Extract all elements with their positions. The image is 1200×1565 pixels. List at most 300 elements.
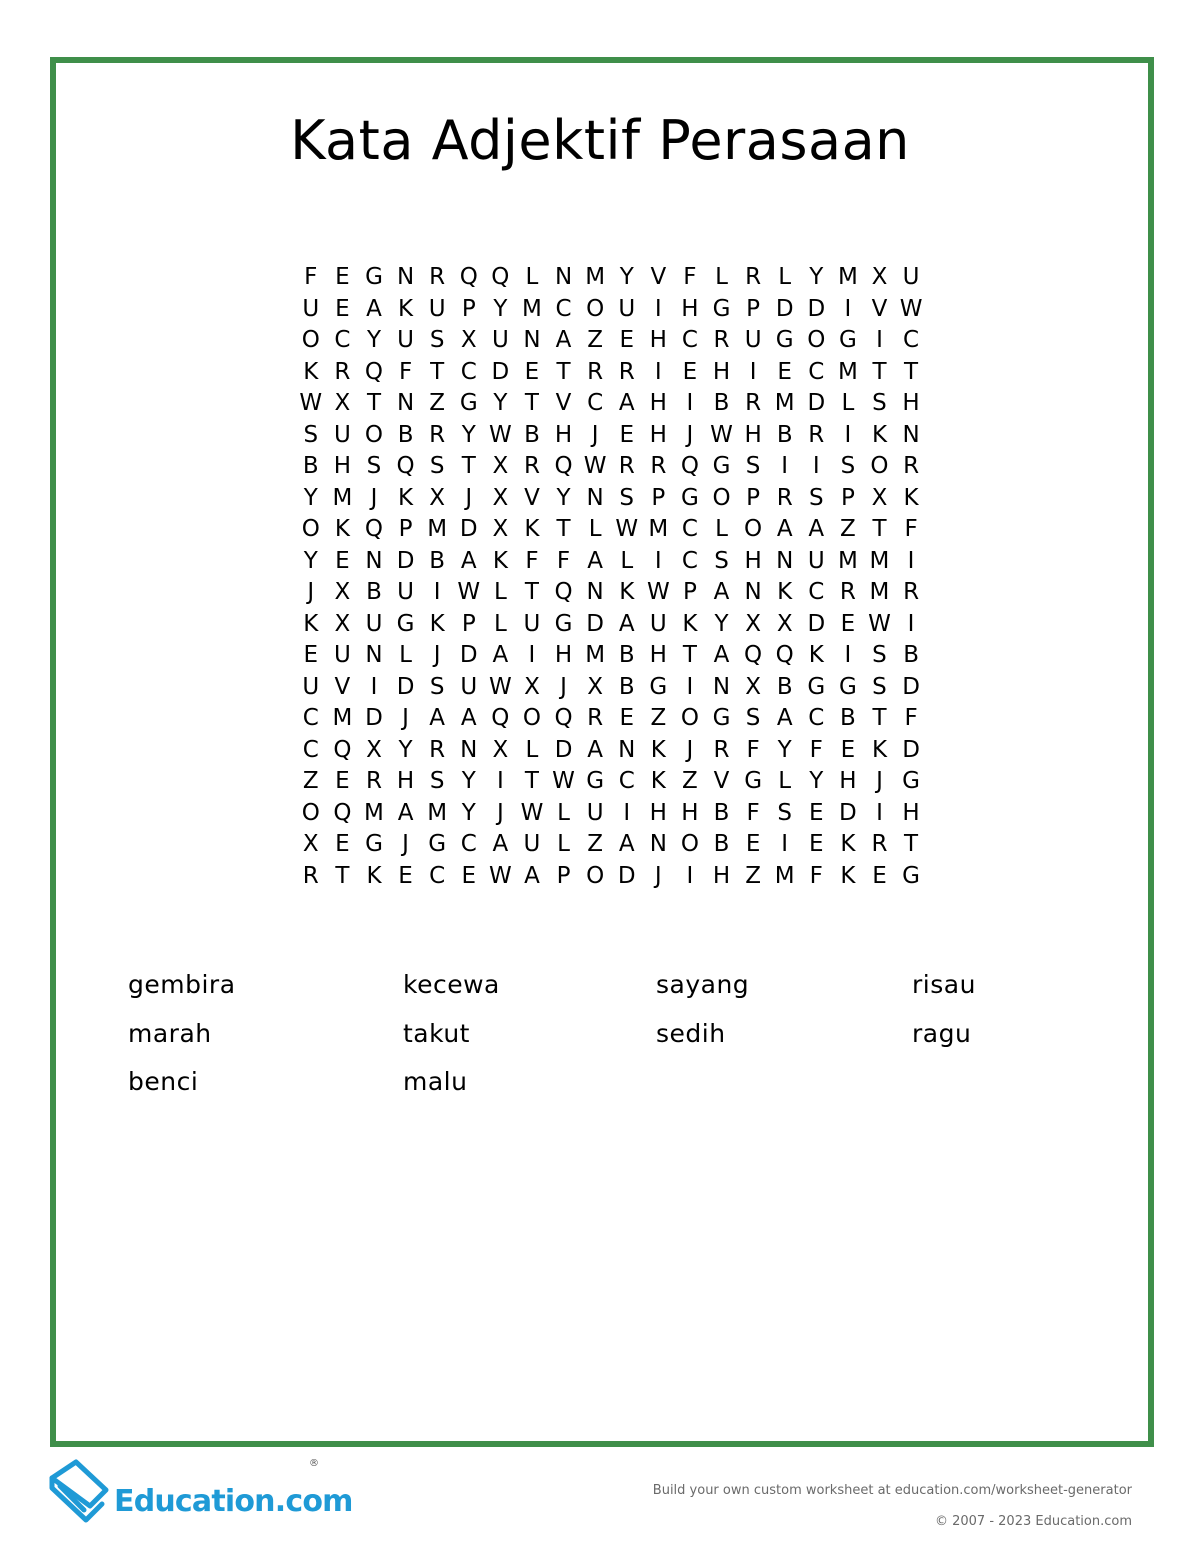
grid-letter: X xyxy=(492,484,509,511)
grid-letter: E xyxy=(872,862,887,889)
grid-letter: X xyxy=(871,484,888,511)
grid-letter: M xyxy=(364,799,384,826)
grid-letter: A xyxy=(587,736,603,763)
grid-letter: E xyxy=(461,862,477,889)
grid-letter: K xyxy=(650,768,666,794)
grid-letter: B xyxy=(903,642,919,668)
grid-letter: J xyxy=(307,579,315,605)
grid-letter: N xyxy=(396,264,415,290)
grid-letter: N xyxy=(554,264,573,290)
word-list-item: benci xyxy=(128,1067,199,1096)
grid-letter: S xyxy=(840,453,856,479)
grid-letter: U xyxy=(302,673,320,700)
grid-letter: T xyxy=(524,768,539,794)
grid-letter: W xyxy=(868,610,891,637)
grid-letter: A xyxy=(776,516,793,542)
grid-letter: S xyxy=(745,453,761,479)
grid-letter: I xyxy=(876,327,883,353)
grid-letter: P xyxy=(682,579,697,605)
grid-letter: O xyxy=(301,327,320,353)
grid-letter: I xyxy=(528,642,536,668)
grid-letter: T xyxy=(556,516,571,542)
grid-letter: T xyxy=(872,516,887,542)
grid-letter: Y xyxy=(398,736,413,763)
grid-letter: C xyxy=(334,327,351,353)
grid-letter: J xyxy=(402,705,409,731)
grid-letter: D xyxy=(807,390,826,416)
education-logo-icon xyxy=(46,1456,116,1528)
grid-letter: M xyxy=(774,390,795,416)
grid-letter: H xyxy=(712,862,731,889)
grid-letter: E xyxy=(809,831,824,857)
grid-letter: D xyxy=(839,799,857,826)
grid-letter: B xyxy=(713,390,730,416)
grid-letter: S xyxy=(777,799,792,826)
grid-letter: O xyxy=(680,831,699,857)
grid-letter: B xyxy=(302,453,319,479)
grid-letter: R xyxy=(618,453,635,479)
grid-letter: X xyxy=(776,610,793,637)
grid-row xyxy=(295,829,927,861)
grid-letter: X xyxy=(587,673,604,700)
grid-letter: V xyxy=(334,673,351,700)
grid-letter: K xyxy=(398,484,414,511)
grid-letter: E xyxy=(335,547,350,574)
grid-letter: G xyxy=(554,610,573,637)
grid-row xyxy=(295,766,927,798)
grid-letter: K xyxy=(840,831,856,857)
grid-row xyxy=(295,514,927,546)
grid-letter: G xyxy=(807,673,826,700)
grid-letter: T xyxy=(524,390,539,416)
grid-letter: S xyxy=(745,705,761,731)
grid-letter: H xyxy=(744,547,762,574)
grid-letter: E xyxy=(524,358,540,385)
grid-letter: H xyxy=(839,768,857,794)
grid-letter: E xyxy=(398,862,413,889)
grid-letter: C xyxy=(555,295,572,322)
word-list-item: sedih xyxy=(656,1018,726,1048)
grid-letter: E xyxy=(335,295,350,322)
grid-letter: O xyxy=(744,516,763,542)
grid-letter: D xyxy=(902,736,920,763)
worksheet-title: Kata Adjektif Perasaan xyxy=(290,109,910,172)
grid-letter: G xyxy=(586,768,605,794)
grid-row xyxy=(295,451,927,483)
grid-letter: G xyxy=(365,264,383,290)
grid-letter: A xyxy=(776,705,793,731)
grid-letter: J xyxy=(560,673,567,700)
grid-letter: A xyxy=(492,831,509,857)
grid-letter: R xyxy=(903,579,920,605)
grid-letter: W xyxy=(488,421,512,448)
grid-letter: D xyxy=(459,642,478,668)
grid-letter: V xyxy=(555,390,572,416)
grid-letter: I xyxy=(654,547,662,574)
grid-letter: Z xyxy=(587,831,604,857)
grid-letter: B xyxy=(524,421,540,448)
grid-letter: X xyxy=(429,484,446,511)
grid-row xyxy=(295,325,927,357)
grid-letter: H xyxy=(649,421,667,448)
grid-letter: M xyxy=(869,547,890,574)
grid-letter: R xyxy=(587,358,604,385)
grid-letter: S xyxy=(872,642,887,668)
grid-letter: P xyxy=(651,484,666,511)
grid-letter: U xyxy=(523,610,541,637)
grid-letter: D xyxy=(554,736,573,763)
grid-letter: T xyxy=(461,453,476,479)
grid-letter: U xyxy=(491,327,509,353)
grid-letter: N xyxy=(365,642,383,668)
grid-letter: K xyxy=(524,516,540,542)
grid-letter: M xyxy=(837,264,858,290)
grid-letter: Z xyxy=(302,768,319,794)
grid-letter: E xyxy=(840,736,856,763)
grid-letter: V xyxy=(871,295,888,322)
grid-letter: U xyxy=(333,642,351,668)
grid-letter: B xyxy=(840,705,856,731)
grid-letter: L xyxy=(525,264,539,290)
word-list-item: takut xyxy=(403,1018,470,1048)
grid-letter: E xyxy=(745,831,761,857)
grid-letter: U xyxy=(586,799,604,826)
grid-letter: P xyxy=(398,516,413,542)
grid-letter: C xyxy=(302,705,319,731)
grid-letter: R xyxy=(903,453,920,479)
grid-letter: I xyxy=(686,673,694,700)
grid-letter: E xyxy=(809,799,824,826)
grid-letter: S xyxy=(714,547,729,574)
grid-letter: Y xyxy=(809,264,824,290)
grid-letter: D xyxy=(396,547,415,574)
build-worksheet-link[interactable]: Build your own custom worksheet at education.com/worksheet-generator xyxy=(652,1483,1132,1498)
grid-letter: K xyxy=(334,516,350,542)
grid-letter: A xyxy=(618,390,635,416)
grid-letter: I xyxy=(654,295,662,322)
grid-letter: E xyxy=(840,610,856,637)
grid-letter: P xyxy=(556,862,571,889)
grid-letter: D xyxy=(775,295,794,322)
grid-letter: K xyxy=(492,547,508,574)
grid-letter: U xyxy=(902,264,920,290)
grid-letter: G xyxy=(902,768,920,794)
grid-letter: M xyxy=(774,862,795,889)
grid-letter: T xyxy=(904,358,919,385)
grid-letter: M xyxy=(837,547,858,574)
grid-row xyxy=(295,388,927,420)
grid-letter: F xyxy=(746,799,760,826)
grid-letter: I xyxy=(907,547,915,574)
grid-letter: Q xyxy=(744,642,763,668)
grid-letter: A xyxy=(618,831,635,857)
grid-letter: M xyxy=(332,705,353,731)
grid-letter: H xyxy=(396,768,415,794)
grid-letter: R xyxy=(429,736,446,763)
grid-letter: R xyxy=(334,358,351,385)
grid-letter: Z xyxy=(745,862,761,889)
grid-letter: K xyxy=(303,610,319,637)
grid-letter: M xyxy=(869,579,890,605)
grid-letter: N xyxy=(902,421,920,448)
logo-wordmark: Education.com xyxy=(114,1484,353,1519)
grid-letter: X xyxy=(745,673,761,700)
grid-letter: L xyxy=(588,516,602,542)
grid-letter: L xyxy=(715,516,728,542)
grid-letter: K xyxy=(303,358,319,385)
grid-letter: M xyxy=(585,642,606,668)
grid-letter: Q xyxy=(459,264,478,290)
grid-letter: X xyxy=(492,736,509,763)
grid-letter: U xyxy=(744,327,762,353)
grid-letter: K xyxy=(871,736,888,763)
word-list-item: malu xyxy=(403,1067,468,1096)
grid-letter: D xyxy=(365,705,383,731)
grid-letter: A xyxy=(587,547,603,574)
grid-letter: U xyxy=(302,295,320,322)
grid-letter: F xyxy=(683,264,697,290)
grid-letter: L xyxy=(399,642,412,668)
grid-letter: A xyxy=(460,705,477,731)
grid-letter: T xyxy=(524,579,539,605)
grid-letter: O xyxy=(586,295,605,322)
grid-letter: Y xyxy=(556,484,571,511)
grid-letter: G xyxy=(712,705,731,731)
grid-letter: C xyxy=(808,358,825,385)
grid-letter: J xyxy=(465,484,473,511)
grid-letter: U xyxy=(460,673,478,700)
grid-letter: F xyxy=(398,358,413,385)
grid-letter: T xyxy=(682,642,697,668)
grid-letter: H xyxy=(649,327,667,353)
grid-letter: Z xyxy=(587,327,604,353)
grid-letter: M xyxy=(522,295,542,322)
grid-letter: A xyxy=(618,610,635,637)
grid-letter: W xyxy=(899,295,923,322)
grid-letter: S xyxy=(429,453,445,479)
grid-letter: S xyxy=(619,484,635,511)
grid-row xyxy=(295,861,927,893)
grid-letter: P xyxy=(746,295,761,322)
grid-letter: N xyxy=(523,327,541,353)
grid-letter: E xyxy=(619,705,634,731)
grid-letter: R xyxy=(776,484,793,511)
grid-letter: D xyxy=(617,862,636,889)
grid-row xyxy=(295,262,927,294)
grid-letter: C xyxy=(808,579,825,605)
grid-letter: K xyxy=(682,610,698,637)
grid-letter: B xyxy=(776,421,793,448)
grid-letter: C xyxy=(302,736,319,763)
grid-letter: B xyxy=(776,673,793,700)
grid-letter: Q xyxy=(775,642,794,668)
grid-letter: C xyxy=(808,705,825,731)
grid-letter: E xyxy=(619,327,634,353)
grid-letter: A xyxy=(492,642,509,668)
grid-letter: O xyxy=(522,705,541,731)
grid-letter: M xyxy=(837,358,858,385)
grid-letter: P xyxy=(461,295,476,322)
grid-letter: I xyxy=(654,358,662,385)
grid-letter: Q xyxy=(491,264,510,290)
grid-letter: E xyxy=(335,264,350,290)
grid-letter: H xyxy=(681,295,699,322)
grid-row xyxy=(295,577,927,609)
grid-letter: I xyxy=(623,799,631,826)
grid-letter: W xyxy=(646,579,670,605)
grid-letter: F xyxy=(525,547,539,574)
grid-letter: S xyxy=(429,768,445,794)
grid-letter: C xyxy=(460,358,477,385)
grid-letter: Q xyxy=(333,799,352,826)
grid-letter: D xyxy=(491,358,510,385)
grid-row xyxy=(295,640,927,672)
grid-letter: E xyxy=(303,642,319,668)
grid-letter: C xyxy=(681,327,698,353)
grid-letter: S xyxy=(429,673,445,700)
grid-letter: A xyxy=(555,327,572,353)
grid-letter: Z xyxy=(429,390,446,416)
grid-letter: E xyxy=(682,358,698,385)
grid-letter: S xyxy=(872,390,887,416)
grid-letter: U xyxy=(333,421,351,448)
grid-letter: U xyxy=(618,295,636,322)
grid-letter: I xyxy=(433,579,441,605)
grid-letter: T xyxy=(872,358,887,385)
grid-letter: I xyxy=(844,642,852,668)
grid-letter: T xyxy=(904,831,919,857)
grid-letter: M xyxy=(648,516,669,542)
grid-letter: M xyxy=(585,264,606,290)
grid-letter: R xyxy=(650,453,667,479)
grid-letter: B xyxy=(618,642,635,668)
grid-row xyxy=(295,672,927,704)
grid-letter: E xyxy=(619,421,634,448)
grid-letter: R xyxy=(587,705,604,731)
grid-letter: S xyxy=(303,421,319,448)
grid-letter: H xyxy=(902,390,920,416)
grid-letter: J xyxy=(370,484,378,511)
grid-letter: W xyxy=(520,799,544,826)
grid-letter: E xyxy=(335,768,350,794)
grid-letter: B xyxy=(366,579,382,605)
grid-row xyxy=(295,798,927,830)
word-list-item: kecewa xyxy=(403,970,500,999)
grid-letter: T xyxy=(335,862,350,889)
grid-letter: E xyxy=(335,831,350,857)
grid-letter: Y xyxy=(461,799,476,826)
grid-letter: W xyxy=(583,453,607,479)
grid-letter: K xyxy=(429,610,445,637)
grid-letter: H xyxy=(333,453,352,479)
grid-letter: O xyxy=(364,421,384,448)
grid-letter: G xyxy=(902,862,920,889)
grid-letter: W xyxy=(488,862,512,889)
grid-letter: A xyxy=(429,705,446,731)
grid-letter: J xyxy=(686,421,694,448)
grid-letter: G xyxy=(649,673,668,700)
grid-letter: Y xyxy=(493,390,508,416)
grid-letter: X xyxy=(745,610,761,637)
grid-letter: G xyxy=(396,610,415,637)
grid-letter: J xyxy=(591,421,599,448)
grid-letter: O xyxy=(807,327,826,353)
grid-letter: S xyxy=(366,453,382,479)
grid-letter: N xyxy=(365,547,383,574)
grid-letter: P xyxy=(746,484,761,511)
grid-letter: T xyxy=(872,705,887,731)
grid-letter: D xyxy=(902,673,920,700)
grid-letter: A xyxy=(460,547,477,574)
grid-letter: K xyxy=(366,862,382,889)
grid-letter: H xyxy=(554,642,573,668)
grid-letter: L xyxy=(841,390,855,416)
grid-letter: Q xyxy=(680,453,699,479)
word-list-item: gembira xyxy=(128,970,236,999)
grid-letter: Y xyxy=(714,610,729,637)
grid-letter: R xyxy=(429,421,446,448)
grid-letter: U xyxy=(807,547,825,574)
registered-mark: ® xyxy=(309,1458,319,1469)
grid-letter: F xyxy=(304,264,318,290)
grid-letter: A xyxy=(713,642,730,668)
grid-letter: Y xyxy=(777,736,792,763)
word-list-item: marah xyxy=(128,1018,212,1048)
grid-letter: Z xyxy=(840,516,856,542)
grid-letter: G xyxy=(744,768,763,794)
grid-letter: N xyxy=(776,547,794,574)
grid-letter: K xyxy=(777,579,793,605)
grid-letter: B xyxy=(397,421,414,448)
grid-letter: I xyxy=(812,453,820,479)
grid-row xyxy=(295,357,927,389)
grid-letter: V xyxy=(650,264,667,290)
grid-letter: X xyxy=(334,610,351,637)
grid-letter: H xyxy=(649,799,667,826)
grid-letter: Y xyxy=(366,327,382,353)
grid-letter: A xyxy=(524,862,540,889)
grid-row xyxy=(295,703,927,735)
grid-row xyxy=(295,735,927,767)
grid-letter: H xyxy=(681,799,699,826)
grid-letter: U xyxy=(428,295,446,322)
grid-letter: D xyxy=(396,673,415,700)
grid-letter: G xyxy=(712,453,731,479)
grid-letter: P xyxy=(461,610,476,637)
grid-letter: W xyxy=(552,768,575,794)
grid-letter: Y xyxy=(461,768,476,794)
grid-letter: N xyxy=(586,484,604,511)
grid-letter: L xyxy=(557,799,570,826)
grid-letter: X xyxy=(334,579,351,605)
grid-letter: I xyxy=(749,358,757,385)
grid-letter: L xyxy=(525,736,539,763)
grid-letter: O xyxy=(870,453,889,479)
grid-letter: H xyxy=(712,358,731,385)
grid-letter: Q xyxy=(364,516,384,542)
grid-letter: R xyxy=(429,264,446,290)
grid-letter: L xyxy=(493,610,507,637)
grid-letter: T xyxy=(430,358,445,385)
grid-letter: D xyxy=(807,610,826,637)
grid-letter: M xyxy=(427,799,448,826)
grid-letter: F xyxy=(904,705,918,731)
grid-letter: B xyxy=(618,673,635,700)
grid-letter: B xyxy=(713,831,730,857)
grid-letter: T xyxy=(366,390,382,416)
education-logo[interactable] xyxy=(46,1456,353,1528)
grid-letter: J xyxy=(686,736,694,763)
